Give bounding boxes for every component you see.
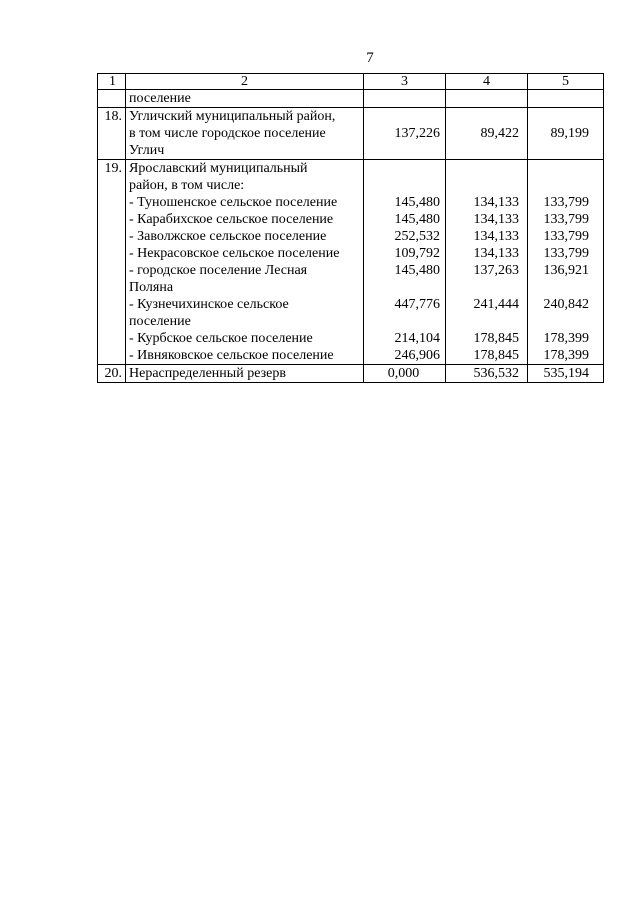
sub-value-4: 134,133 xyxy=(446,228,528,245)
row-index: 20. xyxy=(98,365,126,383)
sub-value-5: 178,399 xyxy=(528,347,604,365)
header-col-1: 1 xyxy=(98,74,126,90)
header-col-4: 4 xyxy=(446,74,528,90)
row-value-5: 89,199 xyxy=(528,108,604,160)
table-row-19-sub xyxy=(98,347,604,365)
header-col-2: 2 xyxy=(126,74,364,90)
sub-value-3: 246,906 xyxy=(364,347,446,365)
sub-value-5: 178,399 xyxy=(528,330,604,347)
sub-name: - Курбское сельское поселение xyxy=(126,330,364,347)
row-name: Ярославский муниципальный район, в том числе: xyxy=(126,160,364,195)
row-index: 19. xyxy=(98,160,126,195)
sub-value-3: 145,480 xyxy=(364,194,446,211)
row-name: Нераспределенный резерв xyxy=(126,365,364,383)
sub-value-4: 178,845 xyxy=(446,347,528,365)
row-name: поселение xyxy=(126,90,364,108)
sub-value-5: 240,842 xyxy=(528,296,604,330)
sub-value-4: 241,444 xyxy=(446,296,528,330)
sub-value-5: 133,799 xyxy=(528,194,604,211)
sub-value-3: 252,532 xyxy=(364,228,446,245)
row-value-3: 137,226 xyxy=(364,108,446,160)
table-row-19 xyxy=(98,160,604,195)
sub-value-4: 137,263 xyxy=(446,262,528,296)
sub-value-5: 133,799 xyxy=(528,228,604,245)
table-row-18 xyxy=(98,108,604,160)
sub-value-5: 136,921 xyxy=(528,262,604,296)
table-row-19-sub xyxy=(98,296,604,330)
sub-value-4: 134,133 xyxy=(446,194,528,211)
row-value-4: 536,532 xyxy=(446,365,528,383)
table-row-19-sub xyxy=(98,194,604,211)
page-number: 7 xyxy=(366,50,374,66)
sub-name: - городское поселение Лесная Поляна xyxy=(126,262,364,296)
header-col-3: 3 xyxy=(364,74,446,90)
sub-name: - Карабихское сельское поселение xyxy=(126,211,364,228)
row-index: 18. xyxy=(98,108,126,160)
sub-value-5: 133,799 xyxy=(528,211,604,228)
sub-name: - Некрасовское сельское поселение xyxy=(126,245,364,262)
sub-value-4: 134,133 xyxy=(446,245,528,262)
row-value-3: 0,000 xyxy=(364,365,446,383)
table-row-20 xyxy=(98,365,604,383)
sub-value-3: 447,776 xyxy=(364,296,446,330)
sub-name: - Кузнечихинское сельское поселение xyxy=(126,296,364,330)
sub-value-3: 145,480 xyxy=(364,262,446,296)
sub-value-3: 145,480 xyxy=(364,211,446,228)
table-row-19-sub xyxy=(98,330,604,347)
table-row-19-sub xyxy=(98,211,604,228)
sub-value-5: 133,799 xyxy=(528,245,604,262)
table-header-row xyxy=(98,74,604,90)
sub-name: - Ивняковское сельское поселение xyxy=(126,347,364,365)
sub-value-3: 109,792 xyxy=(364,245,446,262)
sub-value-4: 178,845 xyxy=(446,330,528,347)
row-value-5: 535,194 xyxy=(528,365,604,383)
sub-value-3: 214,104 xyxy=(364,330,446,347)
row-name: Угличский муниципальный район, в том числе городское поселение Углич xyxy=(126,108,364,160)
sub-name: - Туношенское сельское поселение xyxy=(126,194,364,211)
header-col-5: 5 xyxy=(528,74,604,90)
table-row-19-sub xyxy=(98,228,604,245)
sub-name: - Заволжское сельское поселение xyxy=(126,228,364,245)
sub-value-4: 134,133 xyxy=(446,211,528,228)
table-row-19-sub xyxy=(98,245,604,262)
allocation-table xyxy=(97,73,604,383)
table-row-continued xyxy=(98,90,604,108)
row-value-4: 89,422 xyxy=(446,108,528,160)
table-row-19-sub xyxy=(98,262,604,296)
